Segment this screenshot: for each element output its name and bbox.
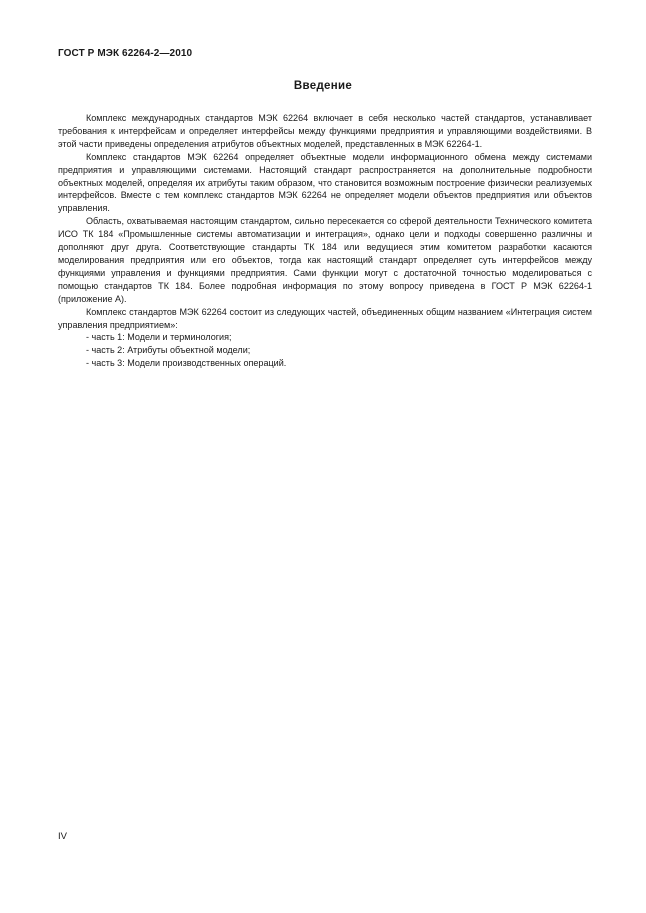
- page-number: IV: [58, 831, 67, 842]
- paragraph-2: Комплекс стандартов МЭК 62264 определяет объектные модели информационного обмена между системами предприятия и управляющими системами. Настоящий стандарт распространяется на дополнительные подробности объектных моделей, определяя их атрибуты таким образом, что становится возможным построение физически реализуемых интерфейсов. Вместе с тем комплекс стандартов МЭК 62264 не определяет модели объектов предприятия или объектов управления.: [58, 151, 592, 214]
- list-item-part-1: - часть 1: Модели и терминология;: [86, 332, 232, 343]
- paragraph-1: Комплекс международных стандартов МЭК 62264 включает в себя несколько частей стандартов, устанавливает требования к интерфейсам и определяет интерфейсы между функциями предприятия и управляющими воздействиями. В этой части приведены определения атрибутов объектных моделей, представленных в МЭК 62264-1.: [58, 113, 592, 149]
- paragraph-4: Комплекс стандартов МЭК 62264 состоит из следующих частей, объединенных общим названием «Интеграция систем управления предприятием»:: [58, 306, 592, 330]
- list-item-part-3: - часть 3: Модели производственных операций.: [86, 358, 287, 369]
- document-header: ГОСТ Р МЭК 62264-2—2010: [58, 48, 193, 59]
- paragraph-3: Область, охватываемая настоящим стандартом, сильно пересекается со сферой деятельности Технического комитета ИСО ТК 184 «Промышленные системы автоматизации и интеграция», однако цели и подходы совершенно различны и дополняют друг друга. Соответствующие стандарты ТК 184 или ведущиеся этим комитетом разработки касаются моделирования предприятия или его объектов, тогда как настоящий стандарт определяет суть интерфейсов между функциями управления и функциями предприятия. Сами функции могут с достаточной точностью моделироваться с помощью стандартов ТК 184. Более подробная информация по этому вопросу приведена в ГОСТ Р МЭК 62264-1 (приложение А).: [58, 216, 592, 304]
- body-text: [58, 112, 592, 370]
- list-item-part-2: - часть 2: Атрибуты объектной модели;: [86, 345, 251, 356]
- section-title: Введение: [293, 80, 353, 92]
